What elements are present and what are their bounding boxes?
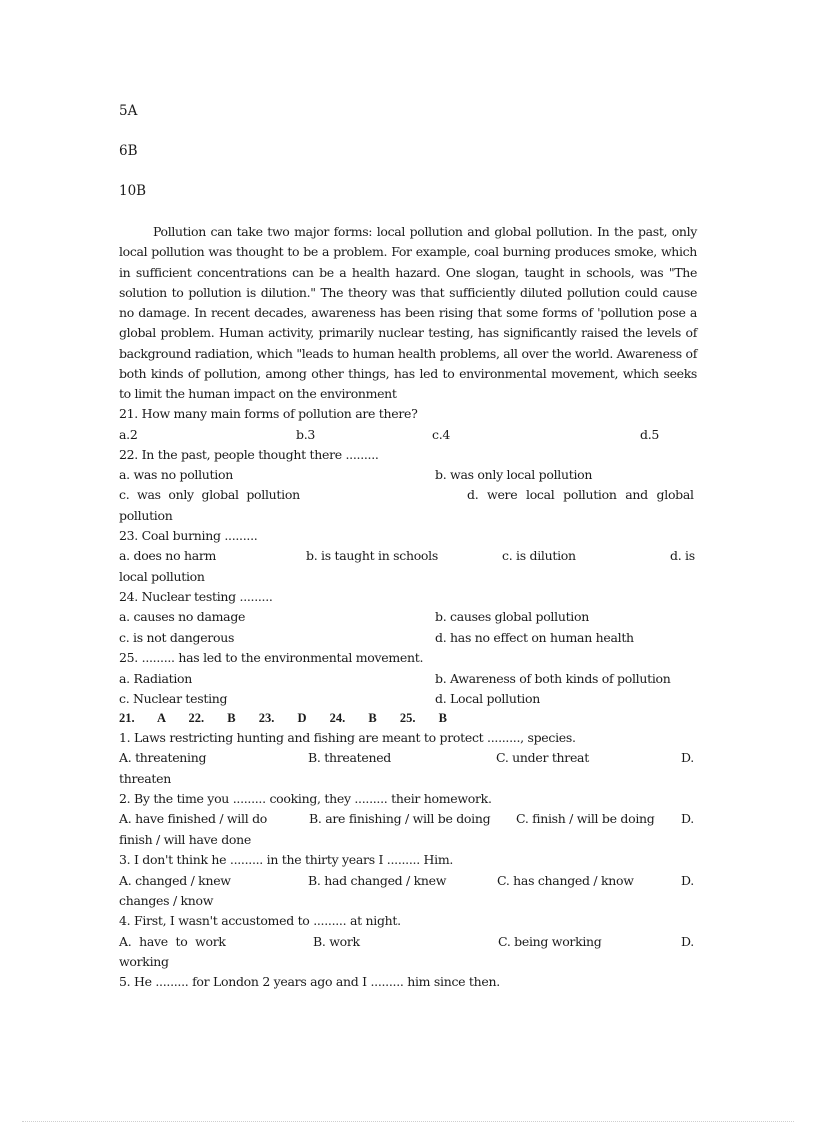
q22-option-a: a. was no pollution xyxy=(119,467,233,482)
q25-option-b: b. Awareness of both kinds of pollution xyxy=(435,671,671,686)
q23-option-b: b. is taught in schools xyxy=(306,548,438,563)
q24-option-c: c. is not dangerous xyxy=(119,630,235,645)
q25-option-c: c. Nuclear testing xyxy=(119,691,228,706)
grammar-2-stem: 2. By the time you ......... cooking, they ......... their homework. xyxy=(119,791,492,806)
g1-option-c: C. under threat xyxy=(496,750,589,765)
g3-option-d: D. xyxy=(681,873,694,888)
g3-option-b: B. had changed / knew xyxy=(308,873,447,888)
q21-option-a: a.2 xyxy=(119,427,138,442)
q25-option-d: d. Local pollution xyxy=(435,691,540,706)
answer-key-item: 5A xyxy=(119,103,138,119)
grammar-3-stem: 3. I don't think he ......... in the thirty years I ......... Him. xyxy=(119,852,454,867)
question-22-stem: 22. In the past, people thought there ......... xyxy=(119,447,379,462)
g4-option-b: B. work xyxy=(313,934,360,949)
q23-option-d-continued: local pollution xyxy=(119,569,205,584)
g1-option-d-continued: threaten xyxy=(119,771,171,786)
question-23-stem: 23. Coal burning ......... xyxy=(119,528,258,543)
answer-key-line: 21. A 22. B 23. D 24. B 25. B xyxy=(119,711,447,725)
grammar-5-stem: 5. He ......... for London 2 years ago and I ......... him since then. xyxy=(119,974,500,989)
g1-option-d: D. xyxy=(681,750,694,765)
g1-option-b: B. threatened xyxy=(308,750,392,765)
q21-option-c: c.4 xyxy=(432,427,451,442)
g2-option-d-continued: finish / will have done xyxy=(119,832,251,847)
q22-option-c: c. was only global pollution xyxy=(119,487,300,502)
q24-option-d: d. has no effect on human health xyxy=(435,630,634,645)
g4-option-c: C. being working xyxy=(498,934,602,949)
answer-key-item: 10B xyxy=(119,183,147,199)
answer-key-item: 6B xyxy=(119,143,138,159)
q24-option-b: b. causes global pollution xyxy=(435,609,589,624)
question-21-stem: 21. How many main forms of pollution are there? xyxy=(119,406,418,421)
g2-option-b: B. are finishing / will be doing xyxy=(309,811,491,826)
g3-option-d-continued: changes / know xyxy=(119,893,214,908)
grammar-4-stem: 4. First, I wasn't accustomed to ......... at night. xyxy=(119,913,401,928)
g4-option-d-continued: working xyxy=(119,954,169,969)
g3-option-a: A. changed / knew xyxy=(119,873,231,888)
q22-option-d-continued: pollution xyxy=(119,508,173,523)
reading-passage: Pollution can take two major forms: local pollution and global pollution. In the past, only local pollution was thought to be a problem. For example, coal burning produces smoke, which in sufficient concentrations can be a health hazard. One slogan, taught in schools, was "The solution to pollution is dilution." The theory was that sufficiently diluted pollution could cause no damage. In recent decades, awareness has been rising that some forms of 'pollution pose a global problem. Human activity, primarily nuclear testing, has significantly raised the levels of background radiation, which "leads to human health problems, all over the world. Awareness of both kinds of pollution, among other things, has led to environmental movement, which seeks to limit the human impact on the environment xyxy=(119,224,697,402)
question-25-stem: 25. ......... has led to the environmental movement. xyxy=(119,650,424,665)
page-bottom-rule xyxy=(22,1121,794,1122)
g4-option-a: A. have to work xyxy=(119,934,226,949)
q23-option-d: d. is xyxy=(670,548,695,563)
g2-option-d: D. xyxy=(681,811,694,826)
q21-option-d: d.5 xyxy=(640,427,660,442)
question-24-stem: 24. Nuclear testing ......... xyxy=(119,589,273,604)
q22-option-d: d. were local pollution and global xyxy=(467,487,694,502)
g2-option-a: A. have finished / will do xyxy=(119,811,267,826)
g2-option-c: C. finish / will be doing xyxy=(516,811,655,826)
g4-option-d: D. xyxy=(681,934,694,949)
q21-option-b: b.3 xyxy=(296,427,316,442)
q23-option-c: c. is dilution xyxy=(502,548,576,563)
q25-option-a: a. Radiation xyxy=(119,671,192,686)
q22-option-b: b. was only local pollution xyxy=(435,467,593,482)
q24-option-a: a. causes no damage xyxy=(119,609,246,624)
g1-option-a: A. threatening xyxy=(119,750,207,765)
g3-option-c: C. has changed / know xyxy=(497,873,634,888)
q23-option-a: a. does no harm xyxy=(119,548,217,563)
grammar-1-stem: 1. Laws restricting hunting and fishing are meant to protect ........., species. xyxy=(119,730,576,745)
